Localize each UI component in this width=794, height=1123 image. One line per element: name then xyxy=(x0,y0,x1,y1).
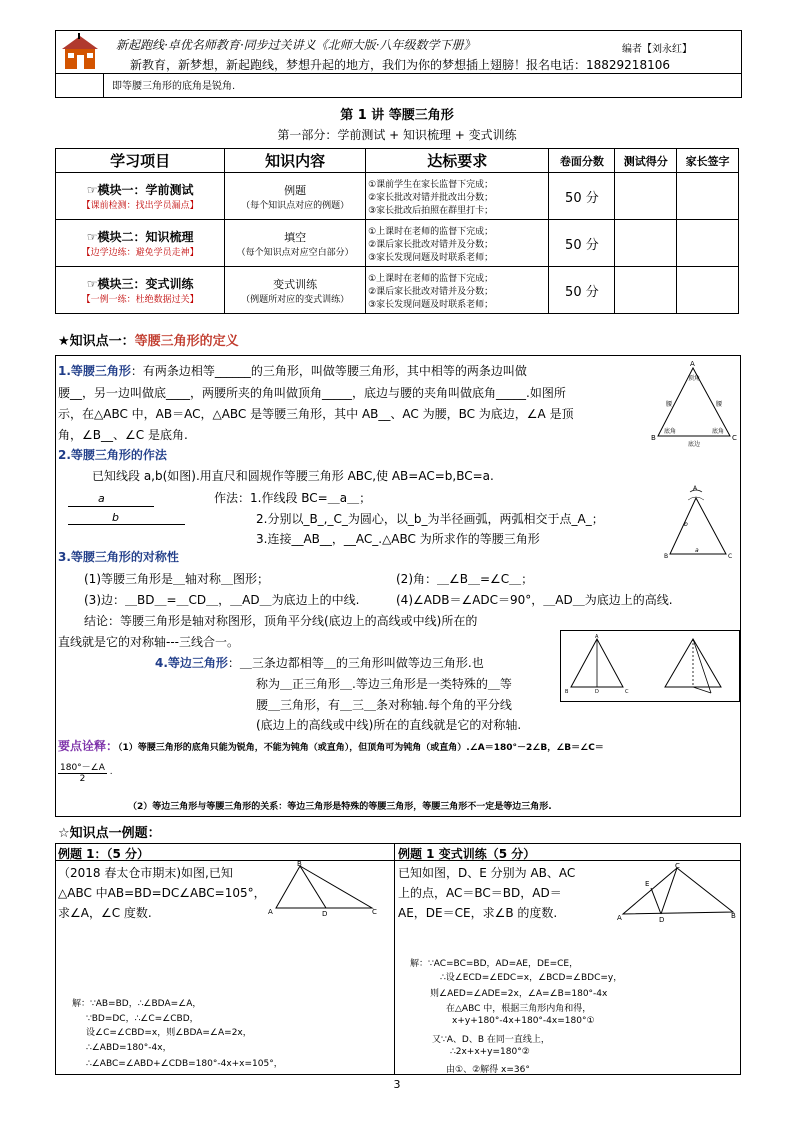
example-right-line-2: 上的点，AC＝BC＝BD，AD＝ xyxy=(398,886,562,900)
example-right-title: 例题 1 变式训练（5 分） xyxy=(398,847,536,861)
page-title: 第 1 讲 等腰三角形 xyxy=(340,108,454,123)
fraction-end: . xyxy=(109,767,113,777)
s3-item-3: (3)边：＿BD＿=＿CD＿，＿AD＿为底边上的中线. xyxy=(84,593,360,607)
kp1-heading xyxy=(58,330,239,349)
right-sol-7: ∴2x+x+y=180°② xyxy=(450,1047,530,1057)
content-note: （每个知识点对应的例题） xyxy=(241,200,350,211)
content-name: 例题 xyxy=(284,183,307,197)
note-line-1 xyxy=(58,737,604,754)
examples-heading: ☆知识点一例题： xyxy=(58,826,161,841)
s1-line-1 xyxy=(58,362,527,379)
segment-b-label: b xyxy=(112,511,119,524)
segment-b xyxy=(68,524,185,525)
label-D: D xyxy=(659,916,665,922)
fold-base xyxy=(693,687,711,693)
s1-line-4: 角，∠B__、∠C 是底角. xyxy=(58,428,188,442)
label-C: C xyxy=(372,908,377,916)
table-row xyxy=(56,267,739,314)
label-B: B xyxy=(731,912,736,920)
label-A: A xyxy=(690,360,695,368)
table-row xyxy=(56,173,739,220)
score-value: 50 分 xyxy=(549,173,615,220)
isosceles-triangle-figure xyxy=(650,358,740,450)
label-A: A xyxy=(693,485,698,492)
s1-head: 1.等腰三角形 xyxy=(58,364,131,378)
kp1-star: ★知识点一： xyxy=(58,334,135,349)
label-C: C xyxy=(732,434,737,442)
right-sol-2: ∴设∠ECD=∠EDC=x，∠BCD=∠BDC=y， xyxy=(440,973,623,983)
s1-line-2: 腰__，另一边叫做底____，两腰所夹的角叫做顶角_____，底边与腰的夹角叫做底角_____.如图所 xyxy=(58,386,566,400)
s4-line-2: 称为＿正三角形＿.等边三角形是一类特殊的＿等 xyxy=(256,677,512,691)
req-item: ③家长发现问题及时联系老师； xyxy=(368,252,494,263)
s4-line-1 xyxy=(155,654,484,671)
th-requirement: 达标要求 xyxy=(366,149,549,173)
symmetry-figure-frame xyxy=(560,630,740,702)
prev-row-text: 即等腰三角形的底角是锐角. xyxy=(112,81,236,92)
right-sol-1: 解：∵AC=BC=BD，AD=AE，DE=CE， xyxy=(410,959,579,969)
score-value: 50 分 xyxy=(549,267,615,314)
s2-head: 2.等腰三角形的作法 xyxy=(58,448,167,462)
s3-conclusion: 结论：等腰三角形是轴对称图形，顶角平分线(底边上的高线或中线)所在的 xyxy=(84,614,478,628)
test-score-cell[interactable] xyxy=(615,220,677,267)
right-sol-8: 由①、②解得 x=36° xyxy=(446,1065,530,1075)
page-subtitle: 第一部分：学前测试 + 知识梳理 + 变式训练 xyxy=(277,128,517,142)
examples-divider xyxy=(394,843,395,1074)
right-sol-6: 又∵A、D、B 在同一直线上， xyxy=(432,1035,550,1045)
label-D: D xyxy=(322,910,328,918)
left-sol-5: ∴∠ABC=∠ABD+∠CDB=180°-4x+x=105°， xyxy=(86,1059,283,1069)
test-score-cell[interactable] xyxy=(615,267,677,314)
module-note: 【边学边练：避免学员走神】 xyxy=(81,248,199,258)
note-head: 要点诠释： xyxy=(58,739,119,753)
segment-a xyxy=(68,506,154,507)
note-fraction xyxy=(58,760,113,784)
s4-text: ：＿三条边都相等＿的三角形叫做等边三角形.也 xyxy=(227,656,484,670)
th-content: 知识内容 xyxy=(225,149,366,173)
label-A: A xyxy=(268,908,273,916)
right-sol-5: x+y+180°-4x+180°-4x=180°① xyxy=(452,1016,595,1026)
fraction-top: 180°－∠A xyxy=(58,760,107,774)
label-a: a xyxy=(695,547,699,554)
req-item: ③家长发现问题及时联系老师； xyxy=(368,299,494,310)
header-slogan: 新教育，新梦想，新起跑线，梦想升起的地方，我们为你的梦想插上翅膀！报名电话：18829218106 xyxy=(130,58,670,72)
note-line-2: （2）等边三角形与等腰三角形的关系：等边三角形是特殊的等腰三角形，等腰三角形不一定是等边三角形. xyxy=(128,802,552,812)
note-text-1: （1）等腰三角形的底角只能为锐角，不能为钝角（或直角），但顶角可为钝角（或直角）.∠A＝180°－2∠B，∠B＝∠C＝ xyxy=(118,743,604,753)
parent-sign-cell[interactable] xyxy=(677,267,739,314)
module-note: 【课前检测：找出学员漏点】 xyxy=(81,201,199,211)
seg-bd xyxy=(300,866,326,908)
label-apex: 顶角 xyxy=(688,375,701,382)
label-A: A xyxy=(595,634,599,640)
s2-intro: 已知线段 a,b(如图).用直尺和圆规作等腰三角形 ABC,使 AB=AC=b,BC=a. xyxy=(92,469,494,483)
req-item: ③家长批改后拍照在群里打卡； xyxy=(368,205,494,216)
example-right-line-1: 已知如图，D、E 分别为 AB、AC xyxy=(398,866,576,880)
symmetry-figure xyxy=(561,631,739,701)
example-left-figure xyxy=(264,860,382,918)
label-B: B xyxy=(297,860,302,868)
label-C: C xyxy=(625,689,629,695)
module-name: ☞模块二：知识梳理 xyxy=(86,230,194,244)
label-C: C xyxy=(675,862,680,870)
prev-row-divider xyxy=(103,73,104,98)
s3-item-1: (1)等腰三角形是＿轴对称＿图形； xyxy=(84,572,269,586)
table-header-row xyxy=(56,149,739,173)
req-item: ①上课时在老师的监督下完成； xyxy=(368,226,494,237)
module-name: ☞模块三：变式训练 xyxy=(86,277,194,291)
s3-item-2: (2)角：＿∠B＿=∠C＿； xyxy=(396,572,534,586)
construction-figure xyxy=(662,478,736,560)
tri-abc-right xyxy=(623,868,733,914)
label-B: B xyxy=(565,689,569,695)
content-note: （每个知识点对应空白部分） xyxy=(236,247,354,258)
example-left-title: 例题 1：（5 分） xyxy=(58,847,150,861)
s3-conclusion-2: 直线就是它的对称轴---三线合一。 xyxy=(58,635,239,649)
segment-a-label: a xyxy=(98,492,105,505)
label-left-leg: 腰 xyxy=(666,401,673,408)
label-D: D xyxy=(595,689,599,695)
right-sol-4: 在△ABC 中，根据三角形内角和得， xyxy=(446,1004,592,1014)
req-item: ②家长批改对错并批改出分数； xyxy=(368,192,494,203)
fraction-bottom: 2 xyxy=(79,774,86,784)
label-C: C xyxy=(728,553,733,560)
th-test-score: 测试得分 xyxy=(615,149,677,173)
label-A: A xyxy=(617,914,622,922)
s2-step-3: 3.连接__AB__，__AC_.△ABC 为所求作的等腰三角形 xyxy=(256,532,540,546)
example-left-line-1: （2018 春太仓市期末)如图,已知 xyxy=(58,866,233,880)
example-left-line-3: 求∠A，∠C 度数. xyxy=(58,906,152,920)
th-paper-score: 卷面分数 xyxy=(549,149,615,173)
left-sol-4: ∴∠ABD=180°-4x， xyxy=(86,1043,172,1053)
s2-step-1: 作法：1.作线段 BC=＿a＿； xyxy=(214,491,372,505)
s4-line-4: (底边上的高线或中线)所在的直线就是它的对称轴. xyxy=(256,718,522,732)
content-name: 变式训练 xyxy=(273,277,318,291)
label-base: 底边 xyxy=(688,441,701,448)
label-base-angle-left: 底角 xyxy=(664,428,677,435)
left-sol-2: ∵BD=DC，∴∠C=∠CBD， xyxy=(86,1014,199,1024)
label-right-leg: 腰 xyxy=(716,401,723,408)
content-name: 填空 xyxy=(284,230,307,244)
example-right-figure xyxy=(615,860,739,922)
req-item: ①上课时在老师的监督下完成； xyxy=(368,273,494,284)
tri-abc xyxy=(276,866,372,908)
s3-item-4: (4)∠ADB＝∠ADC＝90°，＿AD＿为底边上的高线. xyxy=(396,593,673,607)
right-sol-3: 则∠AED=∠ADE=2x，∠A=∠B=180°-4x xyxy=(430,989,608,999)
req-item: ②课后家长批改对错并及分数； xyxy=(368,239,494,250)
kp1-title: 等腰三角形的定义 xyxy=(134,334,239,349)
school-logo xyxy=(58,33,102,71)
req-item: ②课后家长批改对错并及分数； xyxy=(368,286,494,297)
label-B: B xyxy=(651,434,656,442)
s4-line-3: 腰＿三角形，有＿三＿条对称轴.每个角的平分线 xyxy=(256,698,512,712)
left-sol-3: 设∠C=∠CBD=x，则∠BDA=∠A=2x， xyxy=(86,1028,252,1038)
example-right-line-3: AE，DE＝CE，求∠B 的度数. xyxy=(398,906,558,920)
s1-line-3: 示，在△ABC 中，AB＝AC，△ABC 是等腰三角形，其中 AB__、AC 为腰，BC 为底边，∠A 是顶 xyxy=(58,407,574,421)
label-E: E xyxy=(645,880,650,888)
s2-step-2: 2.分别以_B_,_C_为圆心，以_b_为半径画弧，两弧相交于点_A_； xyxy=(256,512,604,526)
label-B: B xyxy=(664,553,669,560)
s1-text: ：有两条边相等______的三角形，叫做等腰三角形，其中相等的两条边叫做 xyxy=(130,364,527,378)
construction-triangle xyxy=(670,498,726,554)
example-left-line-2: △ABC 中AB=BD=DC∠ABC=105°， xyxy=(58,886,266,900)
module-name: ☞模块一：学前测试 xyxy=(86,183,194,197)
label-base-angle-right: 底角 xyxy=(712,428,725,435)
header-editor: 编者【刘永红】 xyxy=(622,44,692,55)
label-b: b xyxy=(684,521,688,528)
header-title: 新起跑线·卓优名师教育·同步过关讲义《北师大版·八年级数学下册》 xyxy=(116,38,476,52)
page-number: 3 xyxy=(393,1078,401,1091)
parent-sign-cell[interactable] xyxy=(677,220,739,267)
study-table xyxy=(55,148,739,314)
content-note: （例题所对应的变式训练） xyxy=(241,294,350,305)
req-item: ①课前学生在家长监督下完成； xyxy=(368,179,494,190)
module-note: 【一例一练：杜绝数据过关】 xyxy=(81,295,199,305)
parent-sign-cell[interactable] xyxy=(677,173,739,220)
s4-head: 4.等边三角形 xyxy=(155,656,228,670)
th-parent-sign: 家长签字 xyxy=(677,149,739,173)
table-row xyxy=(56,220,739,267)
seg-de xyxy=(651,888,661,914)
test-score-cell[interactable] xyxy=(615,173,677,220)
th-project: 学习项目 xyxy=(56,149,225,173)
left-sol-1: 解：∵AB=BD，∴∠BDA=∠A， xyxy=(72,999,202,1009)
score-value: 50 分 xyxy=(549,220,615,267)
s3-head: 3.等腰三角形的对称性 xyxy=(58,550,179,564)
